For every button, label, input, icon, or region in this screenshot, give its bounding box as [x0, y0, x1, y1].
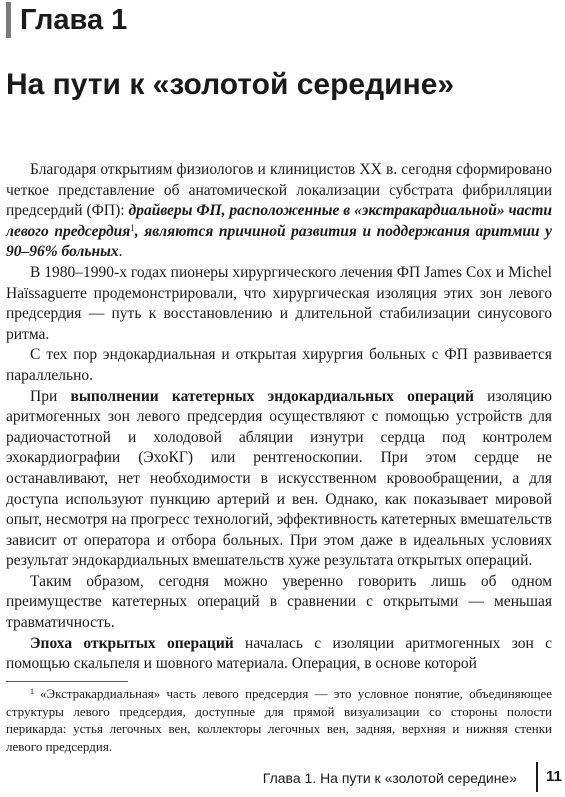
paragraph-text: При — [30, 387, 71, 405]
footer-divider — [536, 762, 538, 792]
footnote-ref[interactable]: 1 — [130, 222, 135, 233]
footnote — [6, 685, 552, 755]
footnote-text: «Экстракардиальная» часть левого предсердия — это условное понятие, объединяющее структуры левого предсердия, доступные для прямой визуализации со стороны полости перикарда: устья легочных вен, коллекторы легочных вен, задняя, верхняя и нижняя стенки левого предсердия. — [6, 686, 552, 754]
body-text — [6, 160, 552, 675]
footnote-marker: 1 — [30, 687, 34, 696]
paragraph-4 — [6, 387, 552, 572]
running-footer-title: Глава 1. На пути к «золотой середине» — [262, 770, 517, 786]
bold-text: выполнении катетерных эндокардиальных операций — [70, 387, 474, 405]
paragraph-1 — [6, 160, 552, 263]
paragraph-6 — [6, 634, 552, 675]
page-number: 11 — [546, 768, 562, 785]
paragraph-text: началась с изоляции аритмогенных зон с помощью скальпеля и шовного материала. Операция, в основе которой — [6, 634, 552, 673]
bold-text: Эпоха открытых операций — [30, 634, 234, 652]
paragraph-text: Благодаря открытиям физиологов и клиницистов XX в. сегодня сформировано четкое представление об анатомической локализации субстрата фибрилляции предсердий (ФП): — [6, 161, 552, 220]
paragraph-5: Таким образом, сегодня можно уверенно говорить лишь об одном преимуществе катетерных операций в сравнении с открытыми — меньшая травматичность. — [6, 572, 552, 632]
emphasis-text: , являются причиной развития и поддержания аритмии у 90–96% больных — [6, 222, 552, 261]
emphasis-text: драйверы ФП, расположенные в «экстракардиальной» части левого предсердия — [6, 202, 552, 240]
paragraph-text: изоляцию аритмогенных зон левого предсердия осуществляют с помощью устройств для радиочастотной и холодовой абляции изнутри сердца под контролем эхокардиографии (ЭхоКГ) или рентгеноскопии. При этом сердце не останавливают, нет необходимости в искусственном кровообращении, а для доступа используют пункцию артерий и вен. Однако, как показывает мировой опыт, несмотря на прогресс технологий, эффективность катетерных вмешательств зависит от оператора и отбора больных. При этом даже в идеальных условиях результат эндокардиальных вмешательств хуже результата открытых операций. — [6, 387, 552, 570]
footnote-divider — [6, 681, 128, 682]
paragraph-3: С тех пор эндокардиальная и открытая хирургия больных с ФП развивается параллельно. — [6, 346, 552, 384]
paragraph-text: . — [118, 243, 123, 261]
chapter-label: Глава 1 — [20, 4, 128, 36]
chapter-accent-bar — [6, 2, 11, 38]
paragraph-2: В 1980–1990-х годах пионеры хирургического лечения ФП James Cox и Michel Haïssaguerre продемонстрировали, что хирургическая изоляция этих зон левого предсердия — путь к восстановлению и длительной стабилизации синусового ритма. — [6, 263, 552, 343]
chapter-title: На пути к «золотой середине» — [6, 68, 455, 101]
